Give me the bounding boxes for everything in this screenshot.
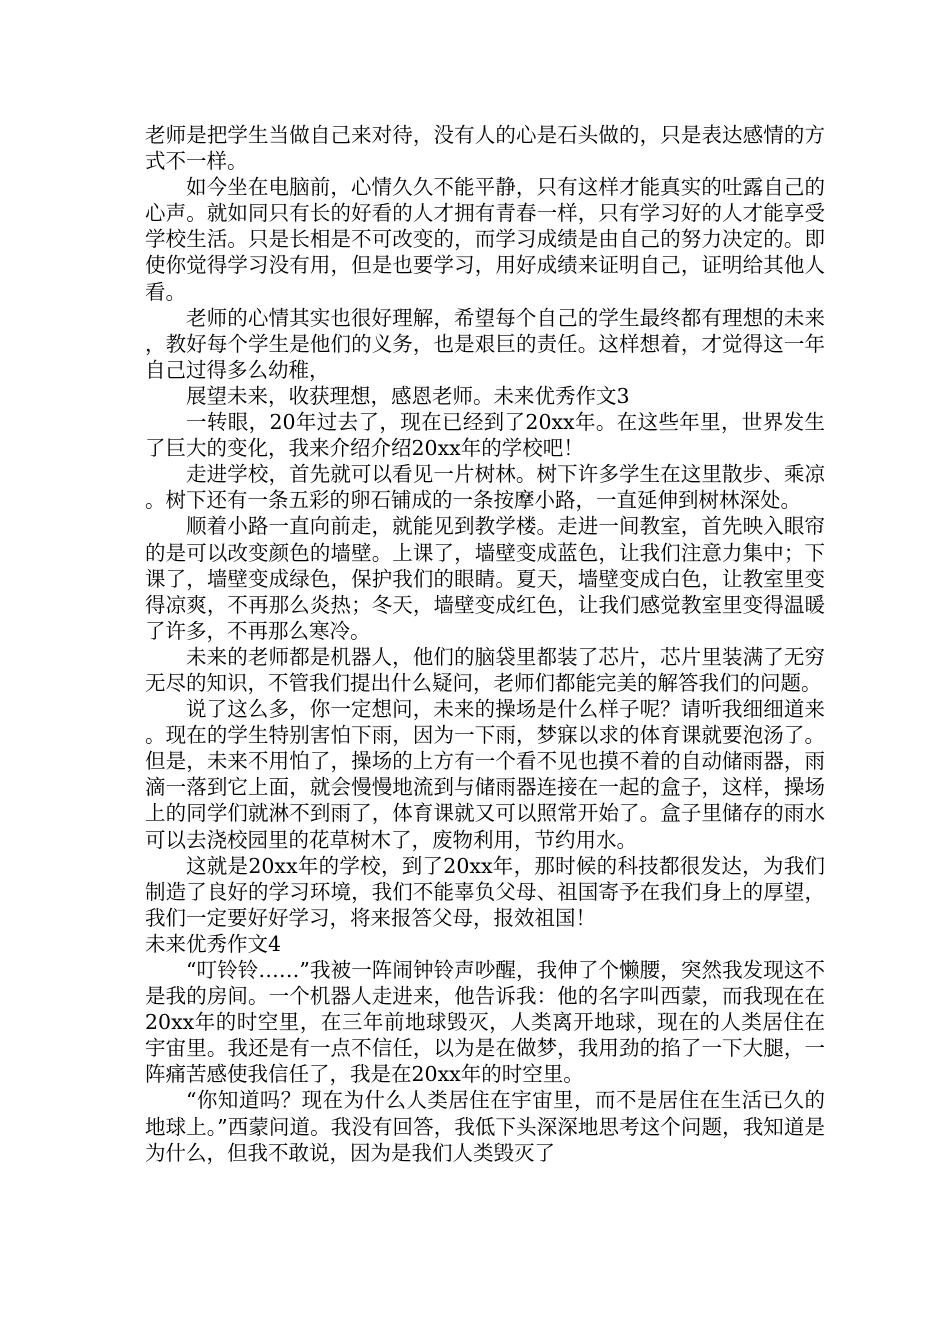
paragraph: “叮铃铃……”我被一阵闹钟铃声吵醒，我伸了个懒腰，突然我发现这不是我的房间。一个机器人走进来，他告诉我：他的名字叫西蒙，而我现在在20xx年的时空里，在三年前地球毁灭，人类离开地球，现在的人类居住在宇宙里。我还是有一点不信任，以为是在做梦，我用劲的掐了一下大腿，一阵痛苦感使我信任了，我是在20xx年的时空里。 — [145, 958, 825, 1087]
paragraph: 老师是把学生当做自己来对待，没有人的心是石头做的，只是表达感情的方式不一样。 — [145, 123, 825, 174]
paragraph: 顺着小路一直向前走，就能见到教学楼。走进一间教室，首先映入眼帘的是可以改变颜色的墙壁。上课了，墙壁变成蓝色，让我们注意力集中；下课了，墙壁变成绿色，保护我们的眼睛。夏天，墙壁变成白色，让教室里变得凉爽，不再那么炎热；冬天，墙壁变成红色，让我们感觉教室里变得温暖了许多，不再那么寒冷。 — [145, 514, 825, 643]
section-heading: 展望未来，收获理想，感恩老师。未来优秀作文3 — [186, 383, 630, 408]
section-title: 未来优秀作文4 — [145, 931, 282, 956]
paragraph: 未来的老师都是机器人，他们的脑袋里都装了芯片，芯片里装满了无穷无尽的知识，不管我们提出什么疑问，老师们都能完美的解答我们的问题。 — [145, 644, 825, 695]
document-page — [145, 122, 825, 1166]
paragraph: 走进学校，首先就可以看见一片树林。树下许多学生在这里散步、乘凉。树下还有一条五彩的卵石铺成的一条按摩小路，一直延伸到树林深处。 — [145, 462, 825, 513]
paragraph: 说了这么多，你一定想问，未来的操场是什么样子呢？请听我细细道来。现在的学生特别害怕下雨，因为一下雨，梦寐以求的体育课就要泡汤了。但是，未来不用怕了，操场的上方有一个看不见也摸不着的自动储雨器，雨滴一落到它上面，就会慢慢地流到与储雨器连接在一起的盒子，这样，操场上的同学们就淋不到雨了，体育课就又可以照常开始了。盒子里储存的雨水可以去浇校园里的花草树木了，废物利用，节约用水。 — [145, 697, 825, 852]
paragraph: 一转眼，20年过去了，现在已经到了20xx年。在这些年里，世界发生了巨大的变化，我来介绍介绍20xx年的学校吧！ — [145, 410, 825, 461]
paragraph: 这就是20xx年的学校，到了20xx年，那时候的科技都很发达，为我们制造了良好的学习环境，我们不能辜负父母、祖国寄予在我们身上的厚望，我们一定要好好学习，将来报答父母，报效祖国！ — [145, 853, 825, 930]
paragraph: “你知道吗？现在为什么人类居住在宇宙里，而不是居住在生活已久的地球上。”西蒙问道。我没有回答，我低下头深深地思考这个问题，我知道是为什么，但我不敢说，因为是我们人类毁灭了 — [145, 1088, 825, 1165]
paragraph: 如今坐在电脑前，心情久久不能平静，只有这样才能真实的吐露自己的心声。就如同只有长的好看的人才拥有青春一样，只有学习好的人才能享受学校生活。只是长相是不可改变的，而学习成绩是由自己的努力决定的。即使你觉得学习没有用，但是也要学习，用好成绩来证明自己，证明给其他人看。 — [145, 175, 825, 304]
paragraph: 老师的心情其实也很好理解，希望每个自己的学生最终都有理想的未来，教好每个学生是他们的义务，也是艰巨的责任。这样想着，才觉得这一年自己过得多么幼稚， — [145, 305, 825, 382]
